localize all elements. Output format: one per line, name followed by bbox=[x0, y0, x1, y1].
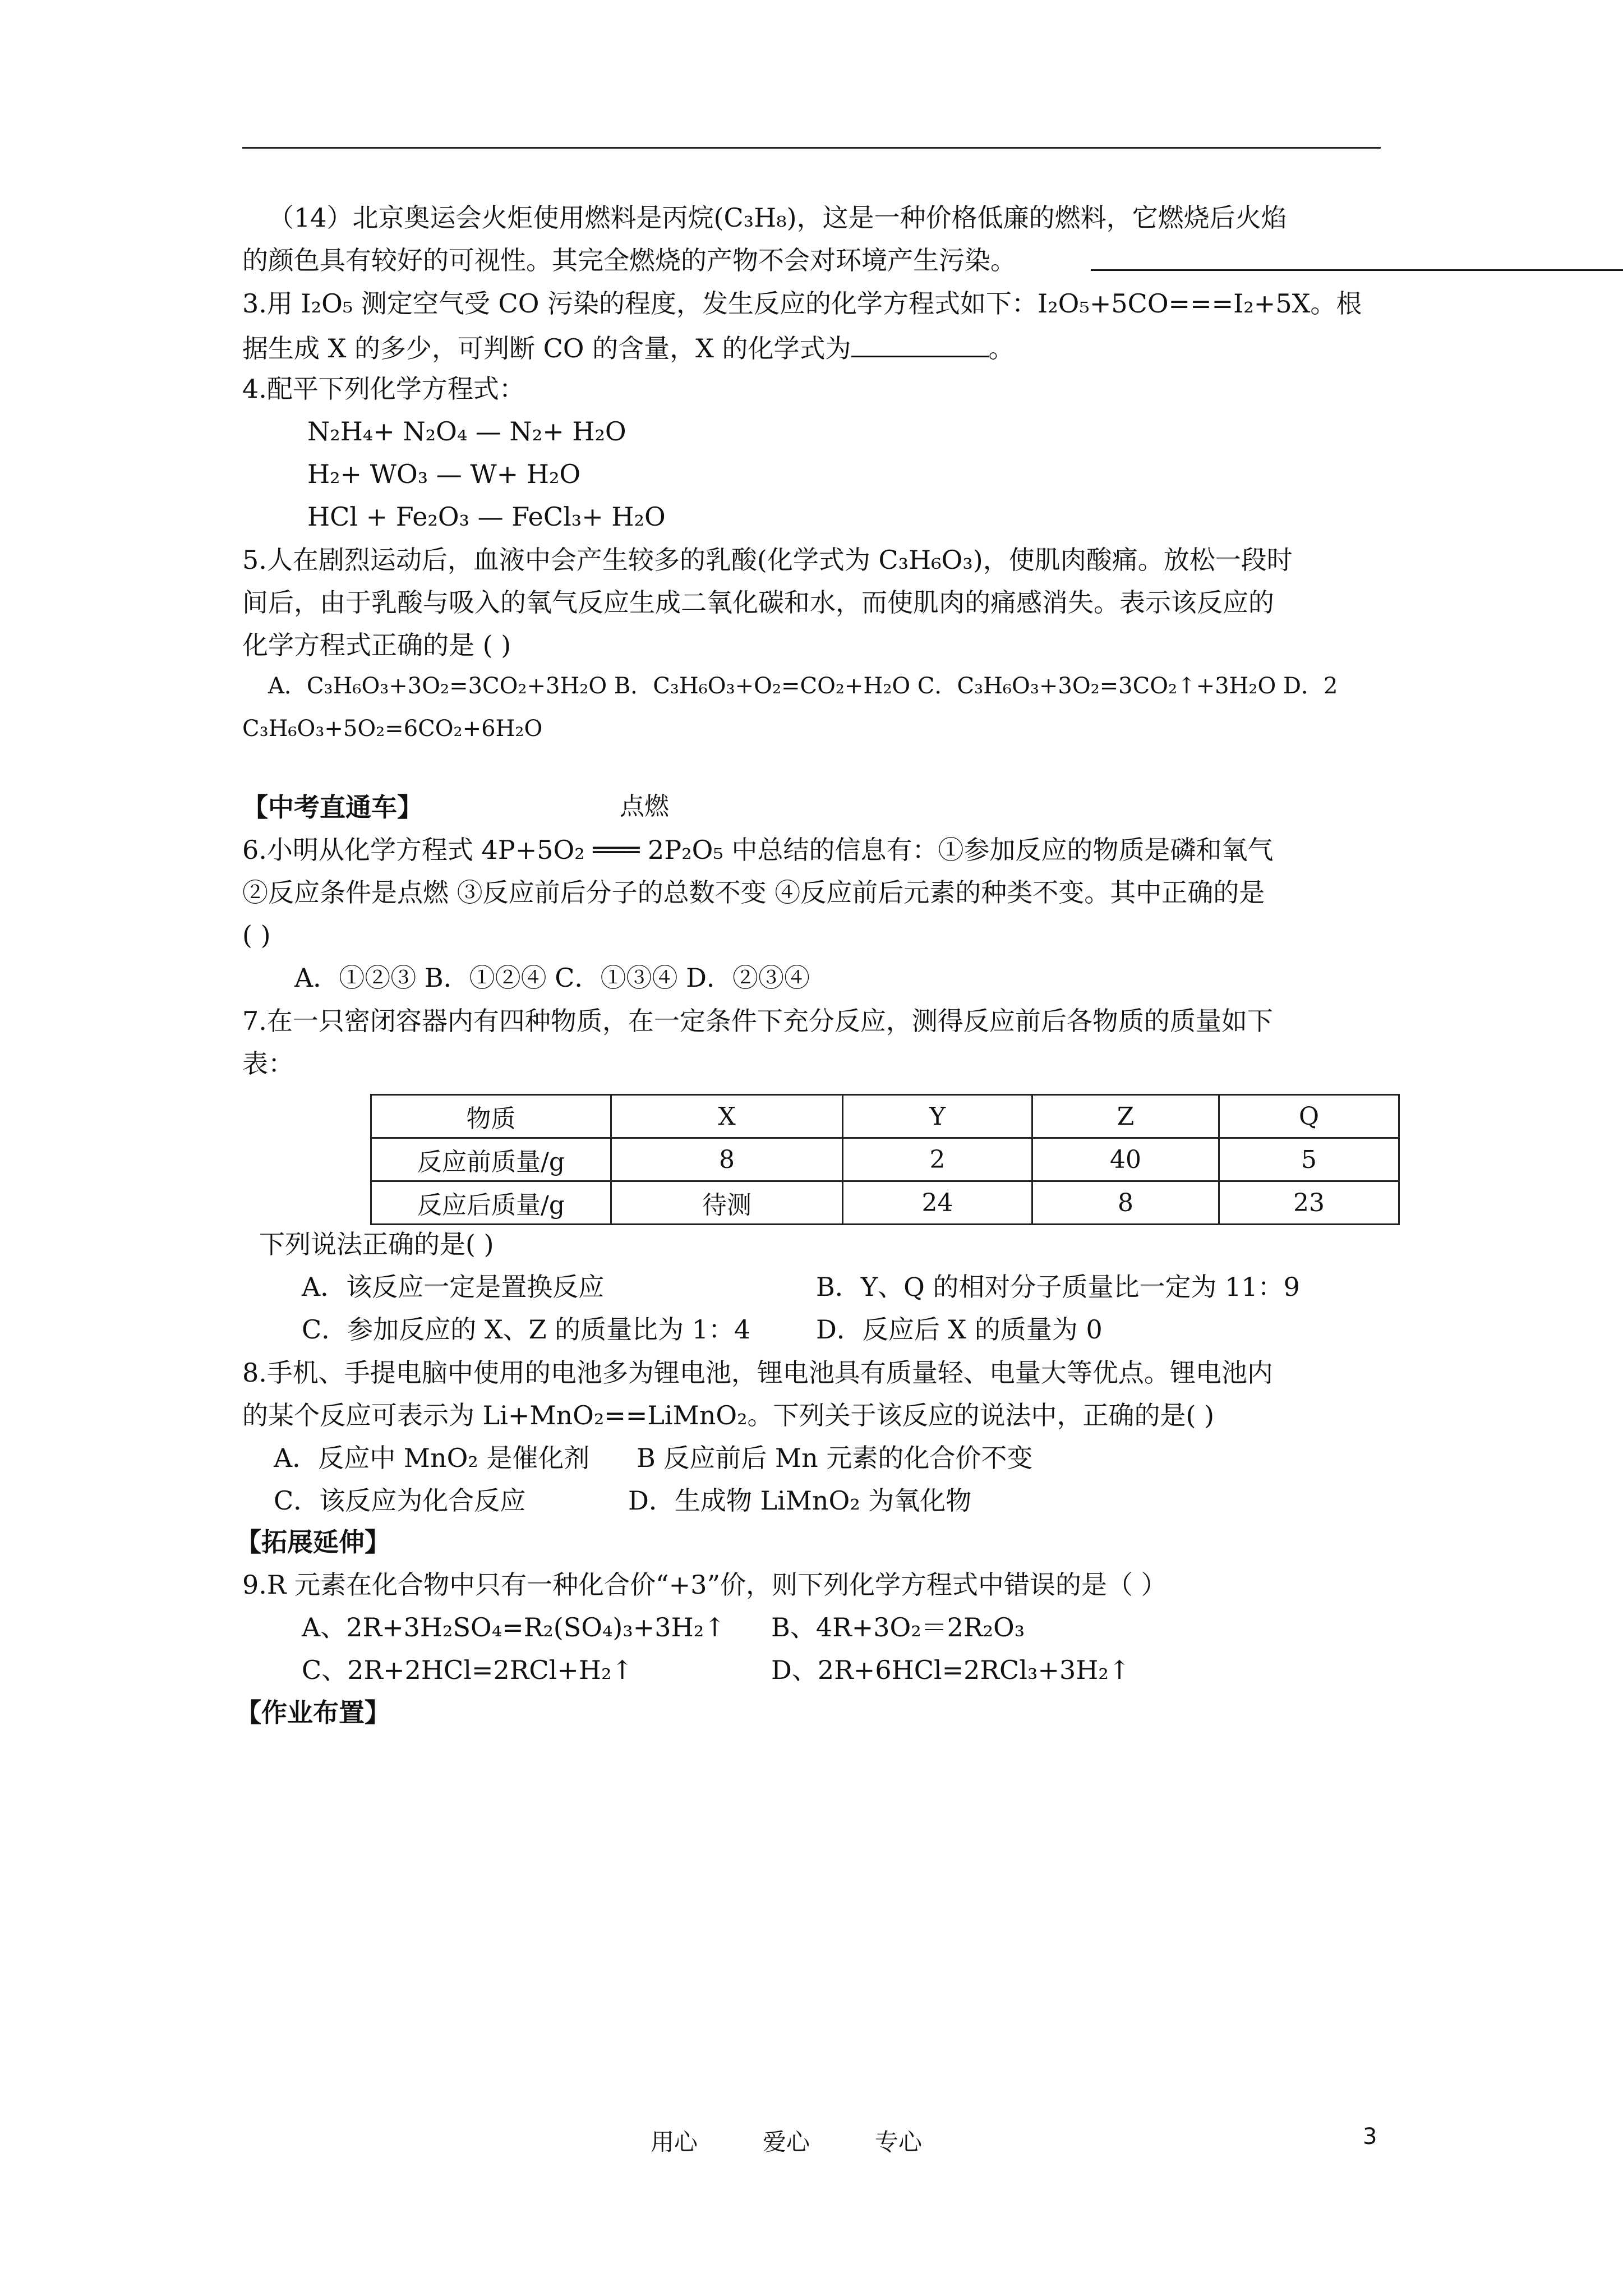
answer-blank bbox=[851, 333, 989, 357]
table-cell: 8 bbox=[611, 1138, 843, 1181]
table-cell: 反应后质量/g bbox=[371, 1181, 611, 1225]
q7-option-d: D．反应后 X 的质量为 0 bbox=[816, 1314, 1103, 1345]
table-header-cell: Z bbox=[1032, 1095, 1219, 1138]
q7-option-b: B．Y、Q 的相对分子质量比一定为 11：9 bbox=[816, 1272, 1300, 1302]
table-header-cell: 物质 bbox=[371, 1095, 611, 1138]
footer-word-1: 用心 bbox=[651, 2128, 698, 2156]
table-row bbox=[371, 1138, 1399, 1181]
q6-line3: ( ) bbox=[242, 920, 271, 950]
q4-equation-2: H₂+ WO₃ — W+ H₂O bbox=[307, 459, 581, 489]
q9-option-a: A、2R+3H₂SO₄=R₂(SO₄)₃+3H₂↑ bbox=[302, 1612, 726, 1642]
page-number: 3 bbox=[1363, 2124, 1377, 2150]
q4-equation-1: N₂H₄+ N₂O₄ — N₂+ H₂O bbox=[307, 416, 626, 447]
q6-line2: ②反应条件是点燃 ③反应前后分子的总数不变 ④反应前后元素的种类不变。其中正确的是 bbox=[242, 877, 1265, 908]
q5-options: A．C₃H₆O₃+3O₂=3CO₂+3H₂O B．C₃H₆O₃+O₂=CO₂+H₂O C．C₃H₆O₃+3O₂=3CO₂↑+3H₂O D．2 bbox=[268, 673, 1338, 699]
footer-word-2: 爱心 bbox=[763, 2128, 810, 2156]
q8-option-d: D．生成物 LiMnO₂ 为氧化物 bbox=[628, 1485, 972, 1516]
table-cell: 2 bbox=[843, 1138, 1032, 1181]
q3-line2 bbox=[242, 333, 1015, 364]
header-rule bbox=[242, 147, 1381, 149]
footer-word-3: 专心 bbox=[875, 2128, 923, 2156]
q5-line1: 5.人在剧烈运动后，血液中会产生较多的乳酸(化学式为 C₃H₆O₃)，使肌肉酸痛。放松一段时 bbox=[242, 545, 1293, 575]
q9-option-d: D、2R+6HCl=2RCl₃+3H₂↑ bbox=[771, 1655, 1131, 1685]
q5-line3: 化学方程式正确的是 ( ) bbox=[242, 630, 511, 660]
table-cell: 40 bbox=[1032, 1138, 1219, 1181]
q7-option-c: C．参加反应的 X、Z 的质量比为 1：4 bbox=[302, 1314, 751, 1345]
table-header-row bbox=[371, 1095, 1399, 1138]
q5-line2: 间后，由于乳酸与吸入的氧气反应生成二氧化碳和水，而使肌肉的痛感消失。表示该反应的 bbox=[242, 587, 1274, 618]
table-cell: 反应前质量/g bbox=[371, 1138, 611, 1181]
q3-line1: 3.用 I₂O₅ 测定空气受 CO 污染的程度，发生反应的化学方程式如下：I₂O₅+5CO===I₂+5X。根 bbox=[242, 288, 1362, 319]
q7-line1: 7.在一只密闭容器内有四种物质，在一定条件下充分反应，测得反应前后各物质的质量如下 bbox=[242, 1006, 1273, 1036]
mass-table bbox=[370, 1094, 1400, 1225]
q9-line1: 9.R 元素在化合物中只有一种化合价“+3”价，则下列化学方程式中错误的是（ ） bbox=[242, 1570, 1167, 1600]
table-cell: 8 bbox=[1032, 1181, 1219, 1225]
section-tuozhan: 【拓展延伸】 bbox=[236, 1527, 390, 1557]
q8-option-c: C．该反应为化合反应 bbox=[274, 1485, 526, 1516]
q3-line2-end: 。 bbox=[988, 333, 1015, 364]
q6-options: A．①②③ B．①②④ C．①③④ D．②③④ bbox=[294, 963, 810, 993]
section-zhongkao: 【中考直通车】 bbox=[242, 792, 423, 822]
table-cell: 待测 bbox=[611, 1181, 843, 1225]
q14-line2: 的颜色具有较好的可视性。其完全燃烧的产物不会对环境产生污染。 bbox=[242, 245, 1016, 275]
q8-option-b: B 反应前后 Mn 元素的化合价不变 bbox=[637, 1443, 1033, 1473]
table-cell: 5 bbox=[1219, 1138, 1399, 1181]
table-row bbox=[371, 1181, 1399, 1225]
table-header-cell: X bbox=[611, 1095, 843, 1138]
q5-option-d-cont: C₃H₆O₃+5O₂=6CO₂+6H₂O bbox=[242, 716, 543, 742]
q9-option-c: C、2R+2HCl=2RCl+H₂↑ bbox=[302, 1655, 633, 1685]
section-zuoye: 【作业布置】 bbox=[236, 1697, 390, 1728]
q14-line1: （14）北京奥运会火炬使用燃料是丙烷(C₃H₈)，这是一种价格低廉的燃料，它燃烧后火焰 bbox=[268, 203, 1287, 233]
table-header-cell: Y bbox=[843, 1095, 1032, 1138]
q7-line2: 表： bbox=[242, 1048, 294, 1079]
table-cell: 24 bbox=[843, 1181, 1032, 1225]
q7-question: 下列说法正确的是( ) bbox=[259, 1229, 494, 1259]
q3-line2-text: 据生成 X 的多少，可判断 CO 的含量，X 的化学式为 bbox=[242, 333, 851, 364]
q9-option-b: B、4R+3O₂＝2R₂O₃ bbox=[771, 1612, 1025, 1642]
q6-line1: 6.小明从化学方程式 4P+5O₂ ═══ 2P₂O₅ 中总结的信息有：①参加反应的物质是磷和氧气 bbox=[242, 835, 1274, 865]
q8-line1: 8.手机、手提电脑中使用的电池多为锂电池，锂电池具有质量轻、电量大等优点。锂电池内 bbox=[242, 1358, 1273, 1388]
q4-title: 4.配平下列化学方程式： bbox=[242, 374, 525, 404]
table-header-cell: Q bbox=[1219, 1095, 1399, 1138]
q8-option-a: A．反应中 MnO₂ 是催化剂 bbox=[274, 1443, 590, 1473]
q4-equation-3: HCl + Fe₂O₃ — FeCl₃+ H₂O bbox=[307, 501, 666, 532]
q8-line2: 的某个反应可表示为 Li+MnO₂==LiMnO₂。下列关于该反应的说法中，正确的是( ) bbox=[242, 1400, 1215, 1430]
table-cell: 23 bbox=[1219, 1181, 1399, 1225]
answer-blank-line bbox=[1091, 269, 1623, 271]
q7-option-a: A．该反应一定是置换反应 bbox=[302, 1272, 605, 1302]
q6-reaction-condition: 点燃 bbox=[620, 792, 669, 821]
